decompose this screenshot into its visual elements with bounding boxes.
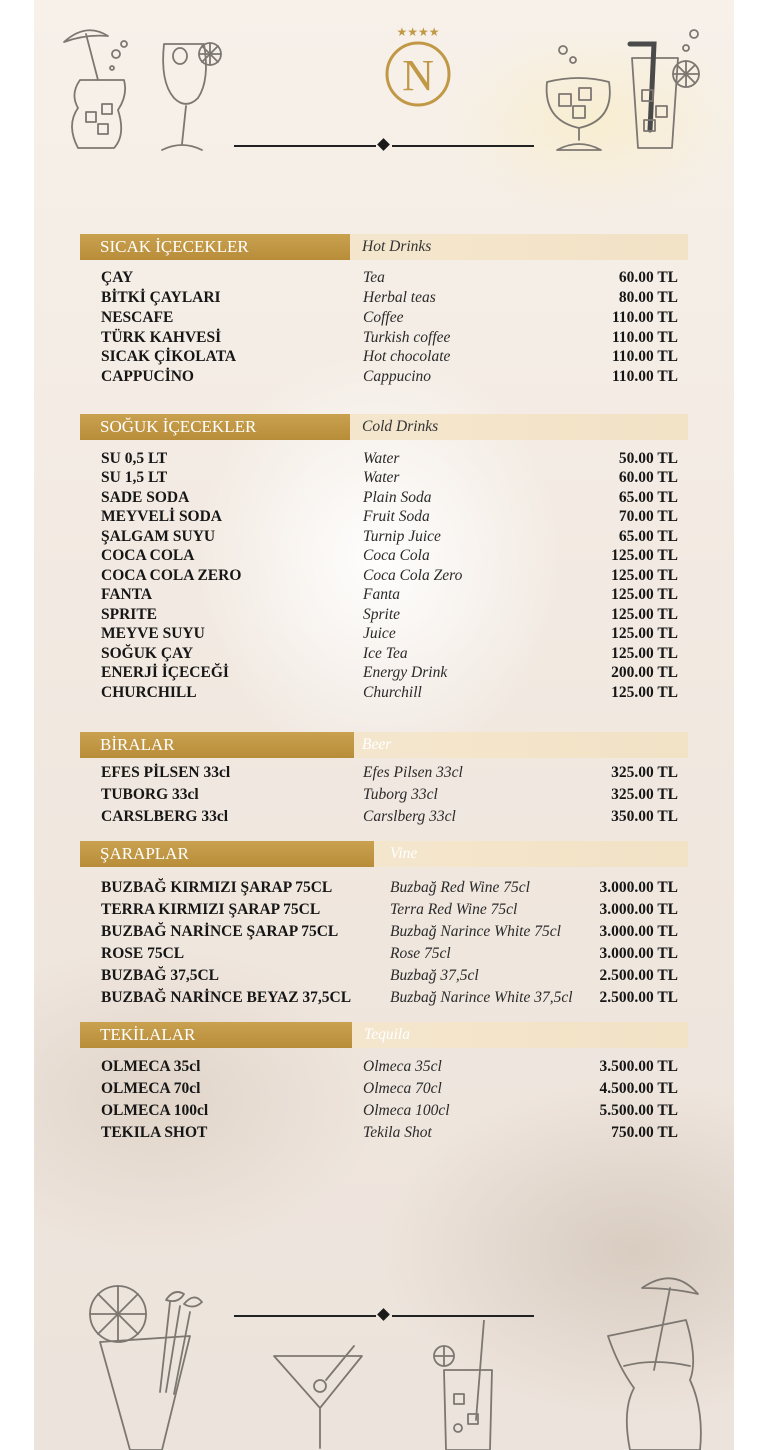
item-price: 125.00 TL [611, 625, 678, 642]
item-desc: Sprite [363, 606, 401, 623]
menu-item [80, 368, 688, 388]
item-price: 70.00 TL [618, 508, 678, 525]
menu-item [80, 808, 688, 828]
item-name: MEYVE SUYU [101, 625, 205, 642]
item-price: 125.00 TL [611, 606, 678, 623]
item-price: 325.00 TL [611, 786, 678, 803]
item-desc: Carslberg 33cl [363, 808, 456, 825]
item-desc: Plain Soda [363, 489, 432, 506]
item-price: 110.00 TL [611, 329, 678, 346]
menu-item [80, 684, 688, 704]
item-desc: Coffee [363, 309, 404, 326]
menu-item [80, 586, 688, 606]
section-title: ŞARAPLAR [80, 841, 374, 867]
item-name: BİTKİ ÇAYLARI [101, 289, 221, 306]
menu-item [80, 625, 688, 645]
item-name: BUZBAĞ KIRMIZI ŞARAP 75CL [101, 879, 333, 896]
item-desc: Buzbağ Narince White 37,5cl [390, 989, 573, 1006]
item-desc: Efes Pilsen 33cl [363, 764, 463, 781]
item-desc: Tekila Shot [363, 1124, 432, 1141]
section-header-band [80, 414, 688, 440]
item-name: ŞALGAM SUYU [101, 528, 216, 545]
menu-item [80, 547, 688, 567]
item-price: 65.00 TL [618, 528, 678, 545]
item-name: TEKILA SHOT [101, 1124, 208, 1141]
menu-item [80, 469, 688, 489]
item-desc: Fanta [363, 586, 401, 603]
section-title: TEKİLALAR [80, 1022, 352, 1048]
item-name: ENERJİ İÇECEĞİ [101, 664, 229, 681]
item-desc: Herbal teas [363, 289, 436, 306]
item-name: TUBORG 33cl [101, 786, 199, 803]
item-desc: Churchill [363, 684, 422, 701]
item-desc: Rose 75cl [390, 945, 451, 962]
item-desc: Olmeca 100cl [363, 1102, 450, 1119]
section-subtitle: Hot Drinks [362, 238, 432, 255]
item-name: SADE SODA [101, 489, 190, 506]
item-desc: Ice Tea [363, 645, 408, 662]
section-header-band [80, 1022, 688, 1048]
menu-item [80, 786, 688, 806]
menu-sections [34, 0, 734, 1450]
item-name: ÇAY [101, 269, 134, 286]
item-price: 750.00 TL [611, 1124, 678, 1141]
item-desc: Turkish coffee [363, 329, 451, 346]
item-desc: Juice [363, 625, 396, 642]
item-price: 5.500.00 TL [599, 1102, 678, 1119]
menu-item [80, 645, 688, 665]
menu-item [80, 309, 688, 329]
item-name: SICAK ÇİKOLATA [101, 348, 237, 365]
item-desc: Buzbağ Narince White 75cl [390, 923, 561, 940]
section-title: SICAK İÇECEKLER [80, 234, 350, 260]
item-name: COCA COLA [101, 547, 195, 564]
item-price: 325.00 TL [611, 764, 678, 781]
item-name: SU 0,5 LT [101, 450, 168, 467]
item-desc: Tuborg 33cl [363, 786, 438, 803]
item-price: 125.00 TL [611, 547, 678, 564]
item-name: SU 1,5 LT [101, 469, 168, 486]
logo-stars: ★★★★ [396, 25, 440, 39]
item-desc: Olmeca 70cl [363, 1080, 442, 1097]
menu-item [80, 450, 688, 470]
menu-item [80, 348, 688, 368]
item-price: 125.00 TL [611, 567, 678, 584]
section-subtitle: Tequila [364, 1026, 410, 1043]
menu-item [80, 606, 688, 626]
item-desc: Tea [363, 269, 385, 286]
item-price: 50.00 TL [618, 450, 678, 467]
section-title: BİRALAR [80, 732, 354, 758]
item-price: 200.00 TL [611, 664, 678, 681]
item-price: 125.00 TL [611, 684, 678, 701]
menu-item [80, 764, 688, 784]
item-desc: Olmeca 35cl [363, 1058, 442, 1075]
item-name: CARSLBERG 33cl [101, 808, 229, 825]
item-price: 110.00 TL [611, 348, 678, 365]
item-price: 3.000.00 TL [599, 923, 678, 940]
menu-item [80, 923, 688, 943]
item-price: 350.00 TL [611, 808, 678, 825]
item-price: 125.00 TL [611, 586, 678, 603]
section-title: SOĞUK İÇECEKLER [80, 414, 350, 440]
item-desc: Water [363, 450, 400, 467]
item-desc: Fruit Soda [363, 508, 430, 525]
item-desc: Coca Cola [363, 547, 430, 564]
item-desc: Hot chocolate [363, 348, 451, 365]
item-name: SPRITE [101, 606, 157, 623]
section-subtitle: Beer [362, 736, 392, 753]
logo-letter: N [402, 51, 434, 100]
item-name: COCA COLA ZERO [101, 567, 242, 584]
item-price: 65.00 TL [618, 489, 678, 506]
menu-item [80, 528, 688, 548]
item-price: 80.00 TL [618, 289, 678, 306]
item-name: BUZBAĞ NARİNCE BEYAZ 37,5CL [101, 989, 352, 1006]
item-desc: Turnip Juice [363, 528, 441, 545]
menu-item [80, 508, 688, 528]
menu-item [80, 269, 688, 289]
item-price: 3.500.00 TL [599, 1058, 678, 1075]
item-name: MEYVELİ SODA [101, 508, 223, 525]
menu-item [80, 329, 688, 349]
menu-item [80, 1080, 688, 1100]
menu-item [80, 989, 688, 1009]
item-price: 2.500.00 TL [599, 989, 678, 1006]
item-name: OLMECA 70cl [101, 1080, 201, 1097]
menu-item [80, 289, 688, 309]
section-header-band [80, 841, 688, 867]
item-desc: Coca Cola Zero [363, 567, 463, 584]
menu-item [80, 664, 688, 684]
item-desc: Energy Drink [363, 664, 448, 681]
menu-item [80, 945, 688, 965]
item-name: BUZBAĞ NARİNCE ŞARAP 75CL [101, 923, 339, 940]
item-name: SOĞUK ÇAY [101, 645, 194, 662]
item-desc: Cappucino [363, 368, 432, 385]
item-name: EFES PİLSEN 33cl [101, 764, 231, 781]
item-name: ROSE 75CL [101, 945, 185, 962]
menu-item [80, 489, 688, 509]
item-name: OLMECA 35cl [101, 1058, 201, 1075]
menu-item [80, 879, 688, 899]
item-price: 110.00 TL [611, 309, 678, 326]
item-desc: Terra Red Wine 75cl [390, 901, 518, 918]
item-name: TÜRK KAHVESİ [101, 329, 222, 346]
item-price: 3.000.00 TL [599, 945, 678, 962]
item-name: OLMECA 100cl [101, 1102, 209, 1119]
item-name: CAPPUCİNO [101, 368, 194, 385]
item-price: 125.00 TL [611, 645, 678, 662]
item-desc: Buzbağ 37,5cl [390, 967, 479, 984]
item-name: NESCAFE [101, 309, 174, 326]
menu-item [80, 567, 688, 587]
section-subtitle: Vine [390, 845, 418, 862]
item-price: 4.500.00 TL [599, 1080, 678, 1097]
menu-page [34, 0, 734, 1450]
item-name: CHURCHILL [101, 684, 197, 701]
section-subtitle: Cold Drinks [362, 418, 439, 435]
menu-item [80, 967, 688, 987]
item-desc: Buzbağ Red Wine 75cl [390, 879, 530, 896]
item-name: TERRA KIRMIZI ŞARAP 75CL [101, 901, 321, 918]
menu-item [80, 901, 688, 921]
item-price: 3.000.00 TL [599, 879, 678, 896]
section-header-band [80, 732, 688, 758]
item-price: 60.00 TL [618, 469, 678, 486]
menu-item [80, 1102, 688, 1122]
menu-item [80, 1124, 688, 1144]
item-price: 60.00 TL [618, 269, 678, 286]
item-name: FANTA [101, 586, 153, 603]
item-name: BUZBAĞ 37,5CL [101, 967, 219, 984]
item-price: 2.500.00 TL [599, 967, 678, 984]
menu-item [80, 1058, 688, 1078]
item-price: 3.000.00 TL [599, 901, 678, 918]
item-price: 110.00 TL [611, 368, 678, 385]
section-header-band [80, 234, 688, 260]
item-desc: Water [363, 469, 400, 486]
